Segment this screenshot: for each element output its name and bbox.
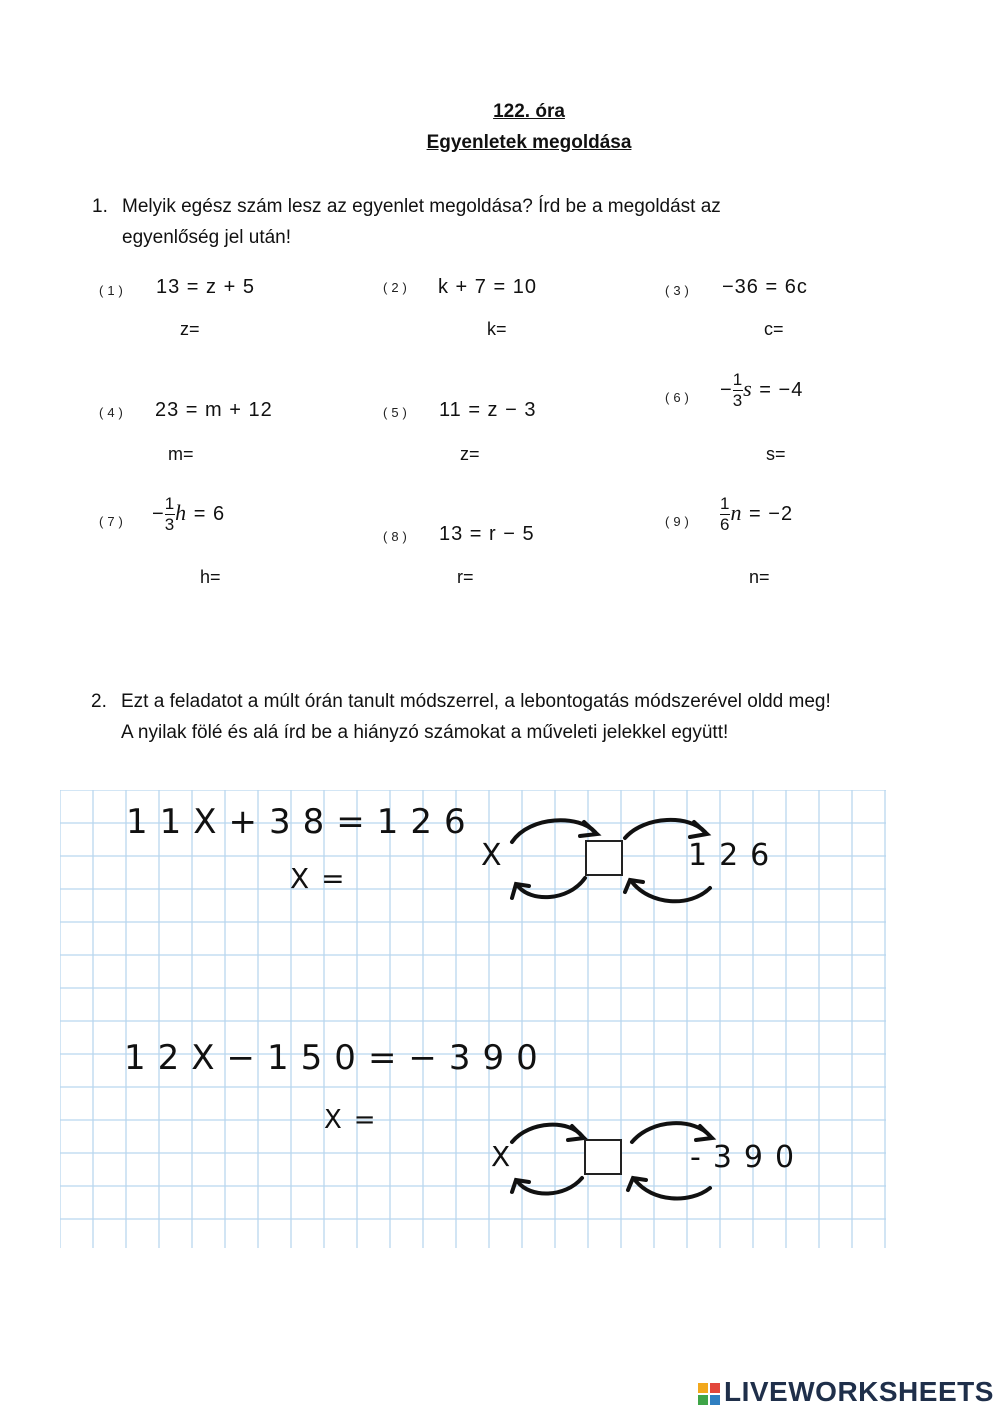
handwritten-equation-1: 11X+38=126 bbox=[126, 802, 478, 842]
task1-line1: Melyik egész szám lesz az egyenlet megoldása? Írd be a megoldást az bbox=[122, 196, 721, 217]
fraction-9 bbox=[720, 494, 730, 535]
equation-2: k + 7 = 10 bbox=[438, 276, 537, 298]
equation-1: 13 = z + 5 bbox=[156, 276, 255, 298]
answer-label-7[interactable]: h= bbox=[200, 567, 221, 587]
answer-label-4[interactable]: m= bbox=[168, 444, 194, 464]
arrow-bottom-right-2 bbox=[635, 1180, 710, 1198]
answer-box-2[interactable] bbox=[584, 1139, 622, 1175]
logo-text: LIVEWORKSHEETS bbox=[724, 1376, 994, 1407]
var-7: h bbox=[175, 499, 188, 525]
liveworksheets-logo[interactable] bbox=[698, 1376, 994, 1408]
equation-6 bbox=[720, 370, 803, 411]
equation-9 bbox=[720, 494, 793, 535]
equation-4: 23 = m + 12 bbox=[155, 399, 273, 421]
chain-start-x-1: X bbox=[481, 838, 514, 873]
fraction-7-num: 1 bbox=[164, 494, 176, 513]
fraction-7 bbox=[165, 494, 175, 535]
problem-tag-5: (5) bbox=[383, 405, 411, 420]
handwritten-equation-2: 12X−150=−390 bbox=[124, 1038, 550, 1078]
task2-number: 2. bbox=[91, 691, 107, 712]
fraction-7-den: 3 bbox=[164, 515, 176, 534]
fraction-9-den: 6 bbox=[720, 515, 731, 534]
problem-tag-2: (2) bbox=[383, 280, 411, 295]
rhs-9: = −2 bbox=[749, 502, 794, 525]
equation-5: 11 = z − 3 bbox=[439, 399, 537, 421]
chain-end-value-1: 126 bbox=[688, 838, 782, 873]
task2-line1: Ezt a feladatot a múlt órán tanult módszerrel, a lebontogatás módszerével oldd meg! bbox=[121, 691, 831, 712]
lesson-number: 122. óra bbox=[493, 101, 565, 122]
rhs-7: = 6 bbox=[193, 502, 226, 525]
answer-label-8[interactable]: r= bbox=[457, 567, 474, 587]
sign-6: − bbox=[720, 378, 733, 401]
fraction-6-den: 3 bbox=[732, 391, 744, 410]
answer-label-9[interactable]: n= bbox=[749, 567, 770, 587]
answer-label-6[interactable]: s= bbox=[766, 444, 786, 464]
task2-line2: A nyilak fölé és alá írd be a hiányzó számokat a műveleti jelekkel együtt! bbox=[121, 722, 729, 743]
answer-label-5[interactable]: z= bbox=[460, 444, 480, 464]
problem-tag-9: (9) bbox=[665, 514, 693, 529]
x-equals-label-1: X= bbox=[290, 862, 357, 895]
equation-7 bbox=[152, 494, 225, 535]
chain-start-x-2: X bbox=[491, 1140, 523, 1173]
answer-box-1[interactable] bbox=[585, 840, 623, 876]
problem-tag-7: (7) bbox=[99, 514, 127, 529]
sign-7: − bbox=[152, 502, 165, 525]
arrow-bottom-right-1 bbox=[632, 882, 710, 901]
problem-tag-6: (6) bbox=[665, 390, 693, 405]
equation-8: 13 = r − 5 bbox=[439, 523, 535, 545]
problem-tag-1: (1) bbox=[99, 283, 127, 298]
task1-number: 1. bbox=[92, 196, 108, 217]
equation-3: −36 = 6c bbox=[722, 276, 808, 298]
answer-label-1[interactable]: z= bbox=[180, 319, 200, 339]
rhs-6: = −4 bbox=[759, 378, 804, 401]
answer-label-2[interactable]: k= bbox=[487, 319, 507, 339]
problem-tag-4: (4) bbox=[99, 405, 127, 420]
problem-tag-8: (8) bbox=[383, 529, 411, 544]
problem-tag-3: (3) bbox=[665, 283, 693, 298]
answer-label-3[interactable]: c= bbox=[764, 319, 784, 339]
task1-line2: egyenlőség jel után! bbox=[122, 227, 292, 248]
chain-end-value-2: -390 bbox=[690, 1140, 807, 1175]
fraction-6 bbox=[733, 370, 743, 411]
task2-instruction bbox=[91, 686, 961, 748]
liveworksheets-icon bbox=[698, 1383, 720, 1405]
var-6: s bbox=[743, 375, 753, 401]
x-equals-label-2: X= bbox=[324, 1105, 388, 1135]
page-title: Egyenletek megoldása bbox=[426, 132, 632, 153]
fraction-9-num: 1 bbox=[720, 494, 731, 513]
task1-instruction bbox=[92, 191, 922, 253]
fraction-6-num: 1 bbox=[732, 370, 744, 389]
var-9: n bbox=[730, 499, 743, 525]
